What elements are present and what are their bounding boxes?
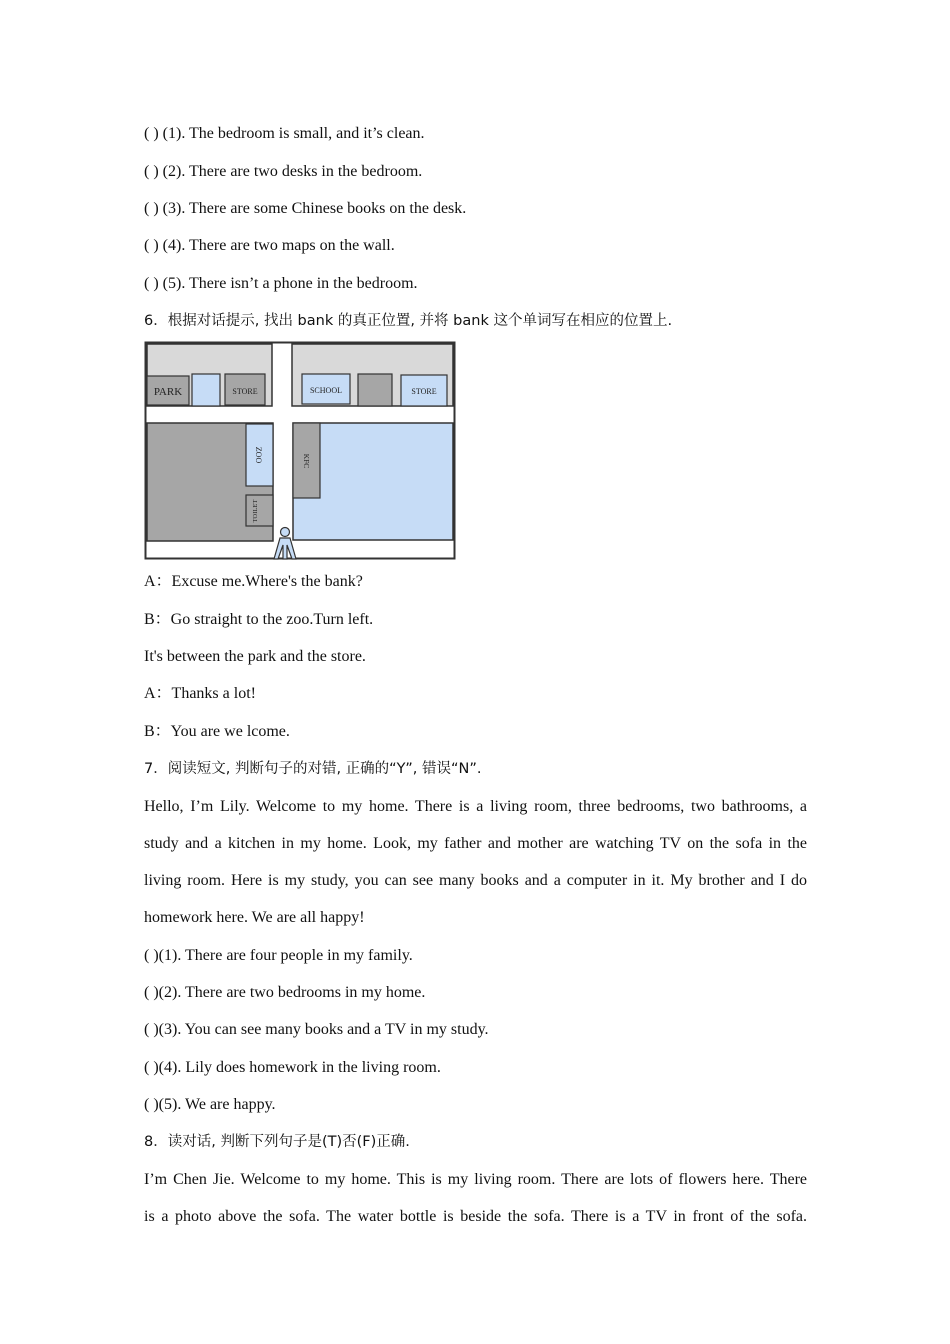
answer-blank[interactable]: ( ) (144, 163, 159, 180)
passage-7-line-1: Hello, I’m Lily. Welcome to my home. There is a living room, three bedrooms, two bathrooms, a (144, 798, 807, 815)
answer-blank[interactable]: ( ) (144, 200, 159, 217)
passage-7-line-2: study and a kitchen in my home. Look, my father and mother are watching TV on the sofa in the (144, 835, 807, 852)
bank-slot-building[interactable] (192, 374, 220, 406)
toilet-label: TOILET (252, 499, 259, 523)
dialogue-line-4: A：Thanks a lot! (144, 685, 256, 702)
section-6-heading: 6．根据对话提示, 找出 bank 的真正位置, 并将 bank 这个单词写在相应的位置上. (144, 313, 673, 329)
item-text: (2). There are two desks in the bedroom. (158, 163, 423, 180)
dialogue-line-5: B：You are we lcome. (144, 723, 290, 740)
zoo-label: ZOO (254, 446, 263, 464)
answer-blank[interactable]: ( ) (144, 1096, 159, 1113)
item-7-5 (144, 1095, 276, 1115)
item-5-2 (144, 162, 422, 182)
answer-blank[interactable]: ( ) (144, 275, 159, 292)
item-5-5 (144, 274, 418, 294)
passage-8-line-2: is a photo above the sofa. The water bottle is beside the sofa. There is a TV in front of the sofa. (144, 1208, 807, 1225)
answer-blank[interactable]: ( ) (144, 984, 159, 1001)
park-label: PARK (153, 386, 183, 398)
kfc-label: KFC (302, 453, 311, 469)
school-label: SCHOOL (309, 386, 343, 395)
item-text: (4). Lily does homework in the living room. (158, 1059, 441, 1076)
answer-blank[interactable]: ( ) (144, 237, 159, 254)
item-text: (2). There are two bedrooms in my home. (158, 984, 426, 1001)
street-map (144, 341, 456, 561)
item-7-1 (144, 946, 413, 966)
item-text: (3). You can see many books and a TV in my study. (158, 1021, 489, 1038)
item-7-3 (144, 1020, 489, 1040)
toilet-building (246, 495, 273, 526)
dialogue-line-1: A：Excuse me.Where's the bank? (144, 573, 363, 590)
item-text: (1). There are four people in my family. (158, 947, 413, 964)
unnamed-building (358, 374, 392, 406)
dialogue-line-3: It's between the park and the store. (144, 648, 366, 665)
answer-blank[interactable]: ( ) (144, 1021, 159, 1038)
store-label-1: STORE (232, 387, 258, 396)
answer-blank[interactable]: ( ) (144, 125, 159, 142)
dialogue-line-2: B：Go straight to the zoo.Turn left. (144, 611, 374, 628)
section-8-heading: 8．读对话, 判断下列句子是(T)否(F)正确. (144, 1134, 410, 1150)
item-5-1 (144, 124, 425, 144)
store-label-2: STORE (411, 387, 437, 396)
item-7-4 (144, 1058, 441, 1078)
answer-blank[interactable]: ( ) (144, 947, 159, 964)
answer-blank[interactable]: ( ) (144, 1059, 159, 1076)
section-7-heading: 7．阅读短文, 判断句子的对错, 正确的“Y”, 错误“N”. (144, 761, 482, 777)
item-5-4 (144, 236, 395, 256)
item-text: (4). There are two maps on the wall. (158, 237, 395, 254)
passage-8-line-1: I’m Chen Jie. Welcome to my home. This is my living room. There are lots of flowers here. There (144, 1171, 807, 1188)
item-7-2 (144, 983, 425, 1003)
item-5-3 (144, 199, 466, 219)
item-text: (1). The bedroom is small, and it’s clean. (158, 125, 425, 142)
passage-7-line-3: living room. Here is my study, you can see many books and a computer in it. My brother and I do (144, 872, 807, 889)
item-text: (3). There are some Chinese books on the desk. (158, 200, 467, 217)
item-text: (5). There isn’t a phone in the bedroom. (158, 275, 418, 292)
passage-7-line-4: homework here. We are all happy! (144, 909, 365, 926)
item-text: (5). We are happy. (158, 1096, 276, 1113)
